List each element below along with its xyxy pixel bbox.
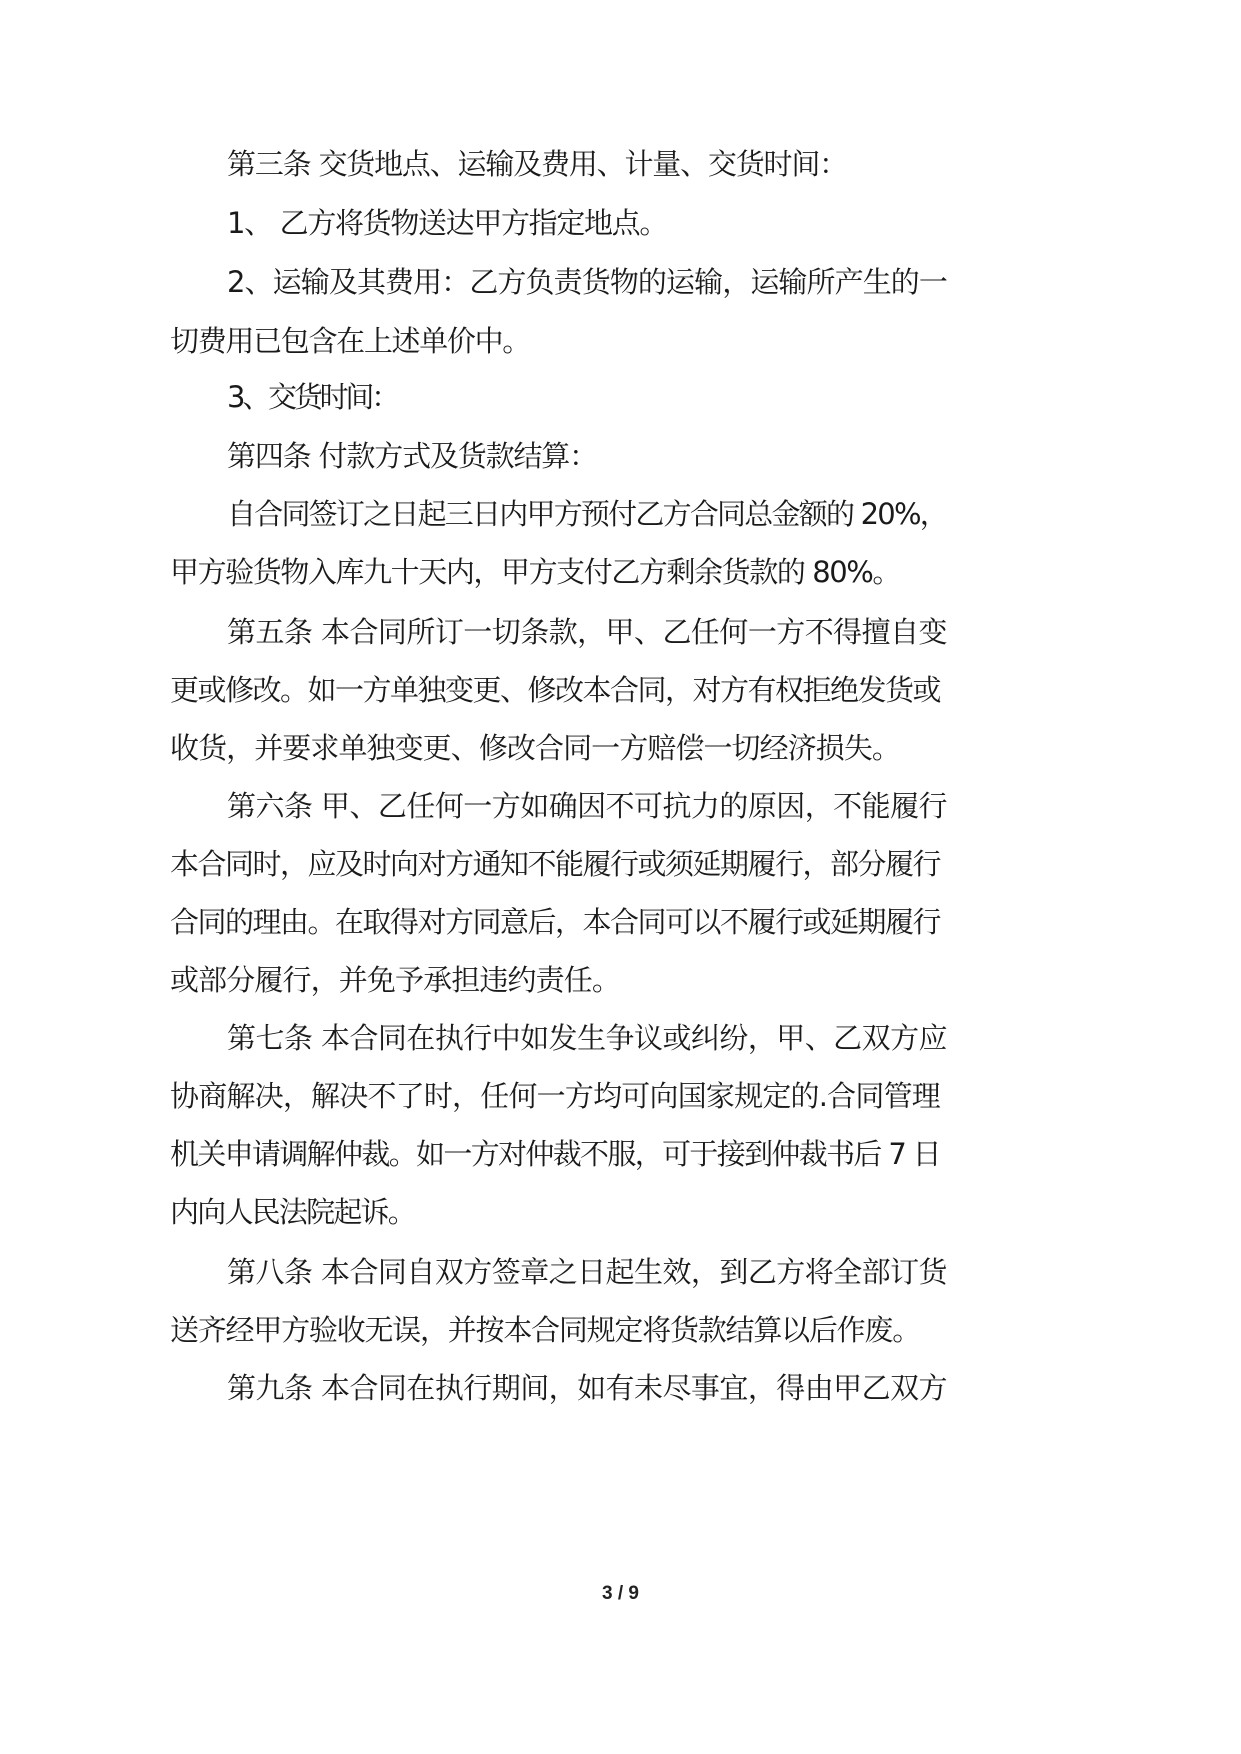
text-line: 切费用已包含在上述单价中。 — [170, 324, 530, 358]
text-line: 1、 乙方将货物送达甲方指定地点。 — [227, 206, 667, 240]
text-line: 2、运输及其费用：乙方负责货物的运输，运输所产生的一 — [227, 265, 947, 299]
text-line: 第六条 甲、乙任何一方如确因不可抗力的原因，不能履行 — [227, 789, 947, 823]
text-line: 第九条 本合同在执行期间，如有未尽事宜，得由甲乙双方 — [227, 1371, 947, 1405]
text-line: 内向人民法院起诉。 — [170, 1195, 415, 1229]
text-line: 第七条 本合同在执行中如发生争议或纠纷，甲、乙双方应 — [227, 1021, 947, 1055]
text-line: 本合同时，应及时向对方通知不能履行或须延期履行，部分履行 — [170, 847, 940, 881]
text-line: 协商解决，解决不了时，任何一方均可向国家规定的.合同管理 — [170, 1079, 940, 1113]
text-line: 或部分履行，并免予承担违约责任。 — [170, 963, 620, 997]
text-line: 机关申请调解仲裁。如一方对仲裁不服，可于接到仲裁书后 7 日 — [170, 1137, 940, 1171]
text-line: 送齐经甲方验收无误，并按本合同规定将货款结算以后作废。 — [170, 1313, 920, 1347]
text-line: 第五条 本合同所订一切条款，甲、乙任何一方不得擅自变 — [227, 615, 947, 649]
text-line: 甲方验货物入库九十天内，甲方支付乙方剩余货款的 80%。 — [170, 555, 900, 589]
text-line: 第四条 付款方式及货款结算： — [227, 439, 597, 473]
text-line: 第三条 交货地点、运输及费用、计量、交货时间： — [227, 147, 847, 181]
text-line: 合同的理由。在取得对方同意后，本合同可以不履行或延期履行 — [170, 905, 940, 939]
text-line: 自合同签订之日起三日内甲方预付乙方合同总金额的 20%， — [227, 497, 947, 531]
text-line: 3、交货时间： — [227, 380, 397, 414]
text-line: 收货，并要求单独变更、修改合同一方赔偿一切经济损失。 — [170, 731, 900, 765]
text-line: 第八条 本合同自双方签章之日起生效，到乙方将全部订货 — [227, 1255, 947, 1289]
page-number: 3 / 9 — [602, 1583, 639, 1604]
text-line: 更或修改。如一方单独变更、修改本合同，对方有权拒绝发货或 — [170, 673, 940, 707]
